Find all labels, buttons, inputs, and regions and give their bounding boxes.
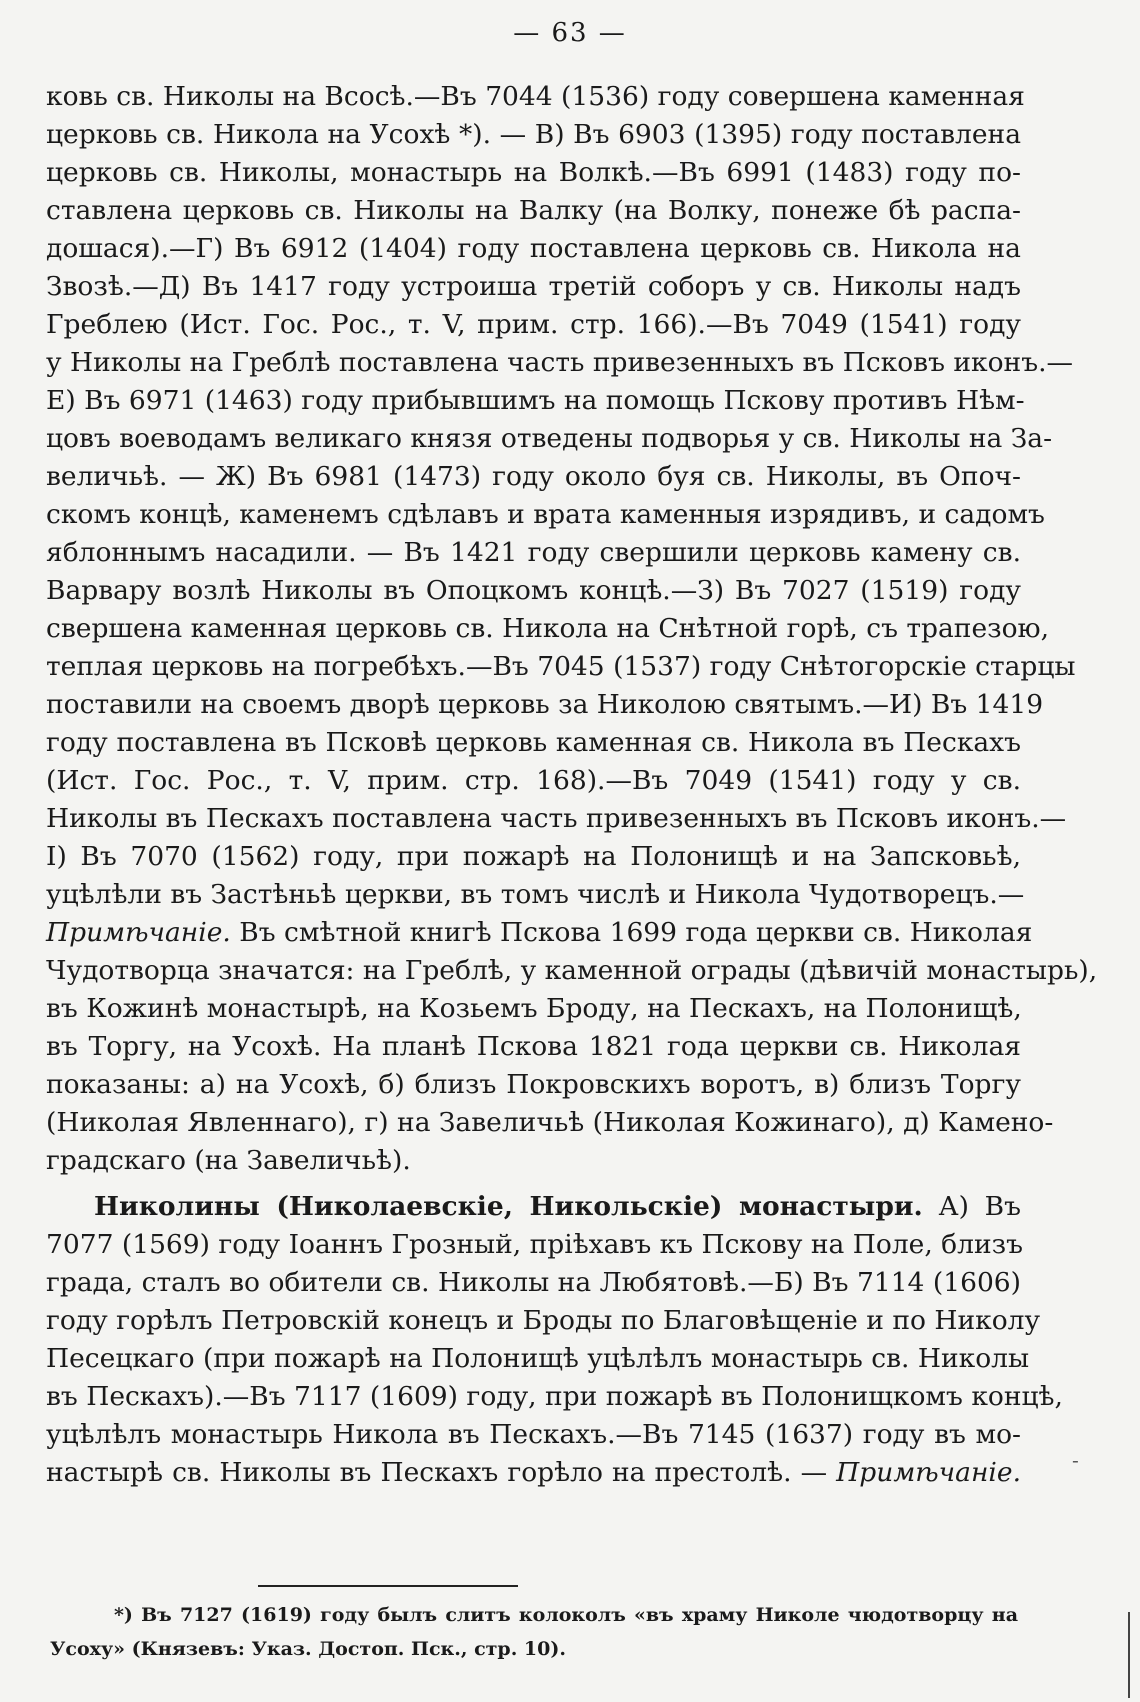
text-line: ковь св. Николы на Всосѣ.—Въ 7044 (1536) году совершена каменная xyxy=(46,81,1025,112)
text-line: у Николы на Греблѣ поставлена часть привезенныхъ въ Псковъ иконъ.— xyxy=(46,347,1074,378)
text-line: Чудотворца значатся: на Греблѣ, у каменной ограды (дѣвичій монастырь), xyxy=(46,955,1098,986)
scan-edge-line xyxy=(1128,1612,1130,1698)
footnote-line-1: *) Въ 7127 (1619) году былъ слитъ колоколъ «въ храму Николе чюдотворцу на xyxy=(114,1604,1018,1626)
text-line: въ Торгу, на Усохѣ. На планѣ Пскова 1821 года церкви св. Николая xyxy=(46,1031,1021,1062)
last-line-italic: Примѣчаніе. xyxy=(836,1457,1021,1488)
text-line: году поставлена въ Псковѣ церковь каменная св. Никола въ Пескахъ xyxy=(46,727,1021,758)
page-number: — 63 — xyxy=(513,18,627,48)
text-line: теплая церковь на погребѣхъ.—Въ 7045 (1537) году Снѣтогорскіе старцы xyxy=(46,651,1076,682)
text-line: Греблею (Ист. Гос. Рос., т. V, прим. стр. 166).—Въ 7049 (1541) году xyxy=(46,309,1021,340)
note-first-line-text: Въ смѣтной книгѣ Пскова 1699 года церкви св. Николая xyxy=(230,917,1033,948)
main-text xyxy=(46,78,1098,1492)
text-line: уцѣлѣли въ Застѣньѣ церкви, въ томъ числѣ и Никола Чудотворецъ.— xyxy=(46,879,1025,910)
text-line: свершена каменная церковь св. Никола на Снѣтной горѣ, съ трапезою, xyxy=(46,613,1050,644)
monasteries-paragraph xyxy=(46,1226,1063,1454)
text-line: скомъ концѣ, каменемъ сдѣлавъ и врата каменныя изрядивъ, и садомъ xyxy=(46,499,1045,530)
text-line: Николы въ Пескахъ поставлена часть привезенныхъ въ Псковъ иконъ.— xyxy=(46,803,1067,834)
text-line: яблоннымъ насадили. — Въ 1421 году свершили церковь камену св. xyxy=(46,537,1021,568)
text-line: ставлена церковь св. Николы на Валку (на Волку, понеже бѣ распа- xyxy=(46,195,1021,226)
text-line: Варвару возлѣ Николы въ Опоцкомъ концѣ.—З) Въ 7027 (1519) году xyxy=(46,575,1021,606)
paragraph-churches xyxy=(46,78,1076,914)
section-first-line xyxy=(46,1188,1021,1226)
text-line: Звозѣ.—Д) Въ 1417 году устроиша третій соборъ у св. Николы надъ xyxy=(46,271,1021,302)
footnote-line-2: Усоху» (Князевъ: Указ. Достоп. Пск., стр. 10). xyxy=(50,1638,566,1660)
text-line: величьѣ. — Ж) Въ 6981 (1473) году около буя св. Николы, въ Опоч- xyxy=(46,461,1021,492)
text-line: цовъ воеводамъ великаго князя отведены подворья у св. Николы на За- xyxy=(46,423,1053,454)
text-line: града, сталъ во обители св. Николы на Любятовѣ.—Б) Въ 7114 (1606) xyxy=(46,1267,1021,1298)
text-line: церковь св. Николы, монастырь на Волкѣ.—Въ 6991 (1483) году по- xyxy=(46,157,1021,188)
text-line: показаны: а) на Усохѣ, б) близъ Покровскихъ воротъ, в) близъ Торгу xyxy=(46,1069,1021,1100)
last-line-text: настырѣ св. Николы въ Пескахъ горѣло на престолѣ. — xyxy=(46,1457,837,1488)
text-line: (Николая Явленнаго), г) на Завеличьѣ (Николая Кожинаго), д) Камено- xyxy=(46,1107,1054,1138)
text-line: поставили на своемъ дворѣ церковь за Николою святымъ.—И) Въ 1419 xyxy=(46,689,1044,720)
text-line: уцѣлѣлъ монастырь Никола въ Пескахъ.—Въ 7145 (1637) году въ мо- xyxy=(46,1419,1021,1450)
section-first-line-text: А) Въ xyxy=(922,1191,1021,1222)
text-line: І) Въ 7070 (1562) году, при пожарѣ на Полонищѣ и на Запсковьѣ, xyxy=(46,841,1021,872)
text-line: градскаго (на Завеличьѣ). xyxy=(46,1145,411,1176)
text-line: въ Пескахъ).—Въ 7117 (1609) году, при пожарѣ въ Полонищкомъ концѣ, xyxy=(46,1381,1063,1412)
text-line: въ Кожинѣ монастырѣ, на Козьемъ Броду, на Пескахъ, на Полонищѣ, xyxy=(46,993,1022,1024)
section-heading: Николины (Николаевскіе, Никольскіе) монастыри. xyxy=(94,1191,923,1222)
text-line: дошася).—Г) Въ 6912 (1404) году поставлена церковь св. Никола на xyxy=(46,233,1021,264)
footnote xyxy=(50,1598,1018,1666)
note-paragraph xyxy=(46,952,1098,1180)
text-line: Песецкаго (при пожарѣ на Полонищѣ уцѣлѣлъ монастырь св. Николы xyxy=(46,1343,1030,1374)
note-label: Примѣчаніе. xyxy=(46,917,231,948)
margin-mark: - xyxy=(1072,1448,1079,1472)
text-line: 7077 (1569) году Іоаннъ Грозный, пріѣхавъ къ Пскову на Поле, близъ xyxy=(46,1229,1023,1260)
text-line-last xyxy=(46,1454,1021,1492)
text-line: церковь св. Никола на Усохѣ *). — В) Въ 6903 (1395) году поставлена xyxy=(46,119,1021,150)
footnote-rule xyxy=(258,1585,518,1587)
note-first-line xyxy=(46,914,1033,952)
text-line: Е) Въ 6971 (1463) году прибывшимъ на помощь Пскову противъ Нѣм- xyxy=(46,385,1025,416)
text-line: году горѣлъ Петровскій конецъ и Броды по Благовѣщеніе и по Николу xyxy=(46,1305,1041,1336)
text-line: (Ист. Гос. Рос., т. V, прим. стр. 168).—Въ 7049 (1541) году у св. xyxy=(46,765,1021,796)
